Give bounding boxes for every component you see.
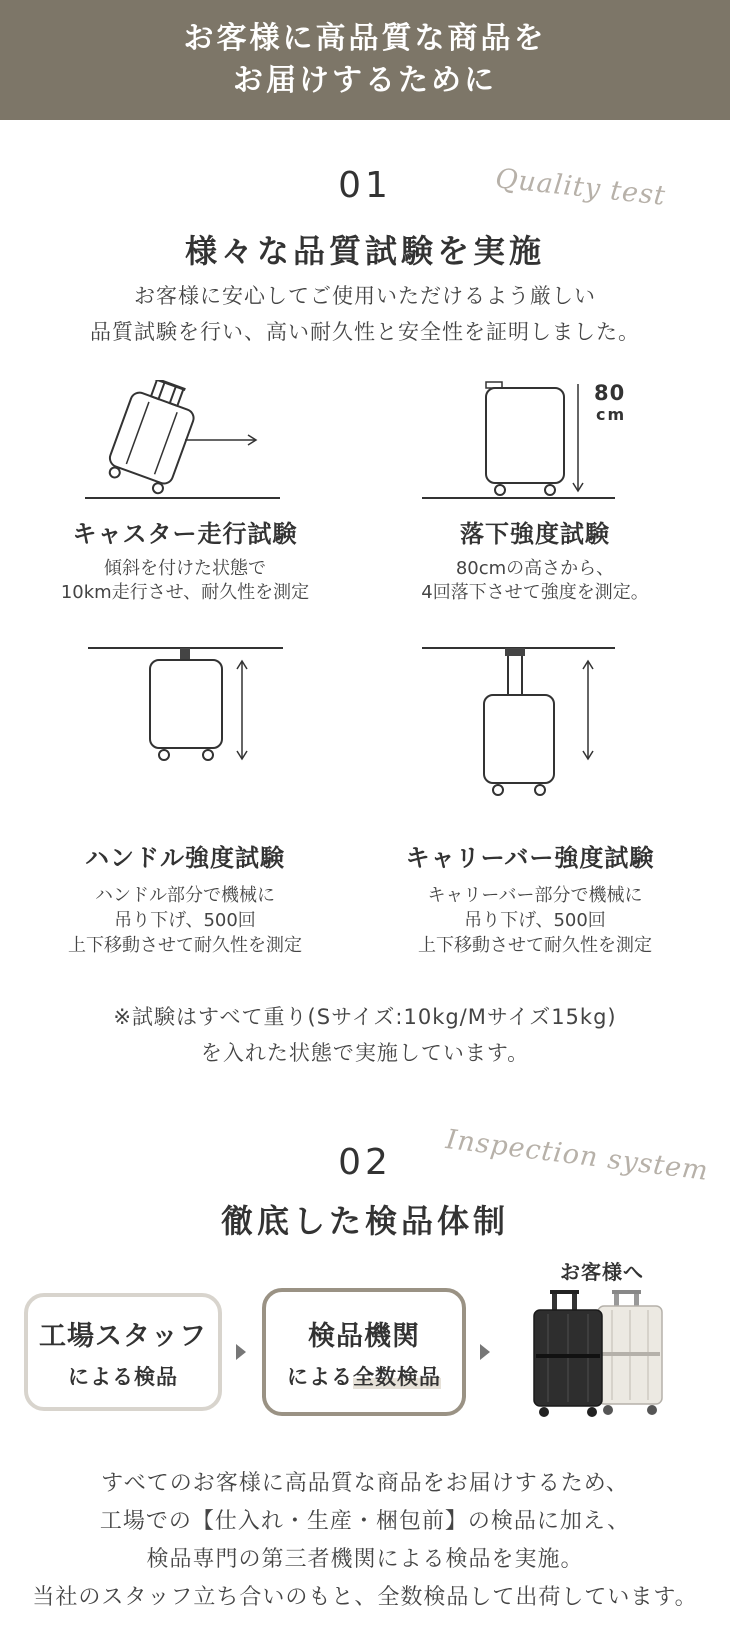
test-desc-carrybar-1: キャリーバー部分で機械に bbox=[427, 885, 643, 906]
carrybar-test-illustration bbox=[420, 640, 620, 800]
flow-arrow-2-icon bbox=[480, 1344, 490, 1360]
section-title-quality: 様々な品質試験を実施 bbox=[184, 232, 545, 270]
agency-box-line-1: 検品機関 bbox=[308, 1320, 420, 1352]
test-desc-carrybar-2: 吊り下げ、500回 bbox=[464, 910, 606, 931]
script-inspection-system: Inspection system bbox=[444, 1124, 711, 1187]
test-name-carrybar: キャリーバー強度試験 bbox=[405, 844, 655, 872]
factory-box-line-1: 工場スタッフ bbox=[39, 1320, 207, 1352]
drop-height-unit: cm bbox=[596, 405, 627, 424]
test-desc-caster-1: 傾斜を付けた状態で bbox=[104, 558, 266, 579]
header-line-1: お客様に高品質な商品を bbox=[183, 21, 547, 56]
drop-height-value: 80 bbox=[594, 381, 626, 405]
test-desc-drop-1: 80cmの高さから、 bbox=[455, 558, 615, 579]
agency-box-line-2-pre: による bbox=[287, 1364, 353, 1389]
test-name-caster: キャスター走行試験 bbox=[72, 520, 298, 548]
inspection-agency-box bbox=[262, 1288, 466, 1416]
quality-lead-line-2: 品質試験を行い、高い耐久性と安全性を証明しました。 bbox=[90, 320, 640, 344]
test-desc-drop-2: 4回落下させて強度を測定。 bbox=[421, 582, 649, 603]
footer-line-4: 当社のスタッフ立ち合いのもと、全数検品して出荷しています。 bbox=[32, 1585, 698, 1610]
test-desc-handle-3: 上下移動させて耐久性を測定 bbox=[68, 935, 302, 956]
factory-staff-inspection-box bbox=[24, 1293, 222, 1411]
test-desc-caster-2: 10km走行させ、耐久性を測定 bbox=[60, 582, 310, 603]
quality-lead-line-1: お客様に安心してご使用いただけるよう厳しい bbox=[134, 284, 596, 308]
footer-line-3: 検品専門の第三者機関による検品を実施。 bbox=[146, 1547, 584, 1572]
test-name-handle: ハンドル強度試験 bbox=[85, 844, 285, 872]
test-desc-carrybar-3: 上下移動させて耐久性を測定 bbox=[418, 935, 652, 956]
section-number-02: 02 bbox=[338, 1142, 392, 1183]
suitcases-image bbox=[532, 1290, 682, 1420]
caster-test-illustration bbox=[80, 380, 290, 500]
factory-box-line-2: による検品 bbox=[68, 1364, 178, 1389]
header-banner bbox=[0, 0, 730, 120]
test-note-line-1: ※試験はすべて重り(Sサイズ:10kg/Mサイズ15kg) bbox=[113, 1005, 617, 1029]
section-title-inspection: 徹底した検品体制 bbox=[220, 1202, 509, 1240]
agency-box-line-2-highlight: 全数検品 bbox=[353, 1364, 441, 1389]
to-customer-label: お客様へ bbox=[560, 1260, 644, 1284]
agency-box-line-2 bbox=[287, 1361, 441, 1391]
test-desc-handle-1: ハンドル部分で機械に bbox=[95, 885, 275, 906]
header-line-2: お届けするために bbox=[233, 63, 497, 98]
footer-line-2: 工場での【仕入れ・生産・梱包前】の検品に加え、 bbox=[99, 1509, 631, 1534]
test-note-line-2: を入れた状態で実施しています。 bbox=[200, 1041, 530, 1065]
test-desc-handle-2: 吊り下げ、500回 bbox=[114, 910, 256, 931]
footer-line-1: すべてのお客様に高品質な商品をお届けするため、 bbox=[101, 1471, 629, 1496]
section-number-01: 01 bbox=[338, 165, 392, 206]
handle-test-illustration bbox=[88, 640, 288, 770]
test-name-drop: 落下強度試験 bbox=[460, 520, 610, 548]
script-quality-test: Quality test bbox=[493, 163, 668, 212]
flow-arrow-1-icon bbox=[236, 1344, 246, 1360]
